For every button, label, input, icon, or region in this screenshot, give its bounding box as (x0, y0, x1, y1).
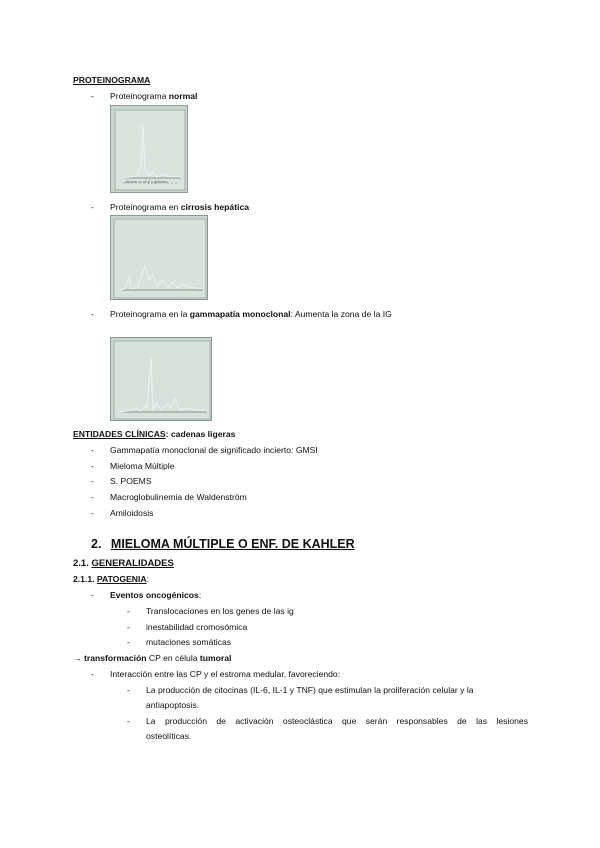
transformacion-text: CP en célula (146, 653, 200, 663)
bullet-dash: - (91, 461, 94, 471)
bullet-dash: - (91, 669, 94, 679)
entidades-heading (73, 429, 235, 439)
bullet-dash: - (91, 202, 94, 212)
section-number: 2.1.1. (73, 574, 95, 584)
bullet-dash: - (91, 445, 94, 455)
item-bold: cirrosis hepática (180, 202, 250, 212)
item-text: Proteinograma en la (110, 309, 190, 319)
item-text: Proteinograma (110, 91, 169, 101)
section-2-heading (91, 537, 355, 551)
proteinograma-item-cirrosis (110, 202, 249, 212)
bullet-dash: - (127, 622, 130, 632)
item-bold: normal (168, 91, 198, 101)
bullet-dash: - (91, 508, 94, 518)
item-suffix: : Aumenta la zona de la IG (290, 309, 392, 319)
eventos-colon: : (198, 590, 202, 600)
transformacion-bold-2: tumoral (199, 653, 232, 663)
list-item: inestabilidad cromosómica (146, 622, 248, 632)
proteinogram-gammapatia-image (110, 337, 212, 421)
entidades-heading-rest: : cadenas ligeras (165, 429, 236, 439)
list-item: Gammapatía monoclonal de significado incierto: GMSI (110, 445, 318, 455)
section-number: 2. (91, 537, 102, 551)
proteinogram-cirrosis-trace (111, 216, 209, 301)
bullet-dash: - (127, 637, 130, 647)
eventos-oncogenicos (110, 590, 201, 600)
arrow-icon: → (73, 653, 82, 663)
section-2-1-heading (73, 558, 174, 569)
list-item: mutaciones somáticas (146, 637, 232, 647)
proteinogram-gammapatia-trace (111, 338, 213, 422)
proteinograma-item-normal (110, 91, 197, 101)
proteinograma-item-gammapatia (110, 309, 392, 319)
figure1-caption: albumin α1 α2 β γ globulins (125, 180, 168, 184)
interaccion-sub2-line2: osteolíticas. (146, 731, 192, 741)
bullet-dash: - (91, 91, 94, 101)
list-item: Mieloma Múltiple (110, 461, 175, 471)
item-bold: gammapatía monoclonal (189, 309, 291, 319)
section-2-1-1-heading (73, 574, 149, 584)
transformacion-bold: transformación (83, 653, 147, 663)
proteinograma-heading: PROTEINOGRAMA (73, 75, 151, 85)
bullet-dash: - (127, 716, 130, 726)
proteinogram-cirrosis-image (110, 215, 208, 300)
bullet-dash: - (91, 476, 94, 486)
interaccion-text: Interacción entre las CP y el estroma medular, favoreciendo: (110, 669, 341, 679)
transformacion-line (73, 653, 231, 663)
section-title: PATOGENIA (96, 574, 147, 584)
bullet-dash: - (127, 606, 130, 616)
item-text: Proteinograma en (110, 202, 181, 212)
section-colon: : (146, 574, 149, 584)
list-item: Macroglobulinemia de Waldenström (110, 492, 247, 502)
bullet-dash: - (91, 492, 94, 502)
list-item: Amiloidosis (110, 508, 154, 518)
list-item: S. POEMS (110, 476, 152, 486)
section-title: GENERALIDADES (91, 558, 174, 569)
eventos-label: Eventos oncogénicos (110, 590, 199, 600)
bullet-dash: - (127, 685, 130, 695)
interaccion-sub2-line1: La producción de activación osteoclástica que serán responsables de las lesiones (146, 716, 528, 726)
list-item: Translocaciones en los genes de las ig (146, 606, 294, 616)
proteinogram-normal-image (110, 105, 188, 193)
bullet-dash: - (91, 590, 94, 600)
bullet-dash: - (91, 309, 94, 319)
section-number: 2.1. (73, 558, 89, 569)
interaccion-sub1-line2: antiapoptosis. (146, 700, 200, 710)
entidades-heading-underlined: ENTIDADES CLÍNICAS (73, 429, 166, 439)
interaccion-sub1-line1: La producción de citocinas (IL-6, IL-1 y TNF) que estimulan la proliferación celular y la (146, 685, 474, 695)
section-title: MIELOMA MÚLTIPLE O ENF. DE KAHLER (110, 537, 355, 551)
